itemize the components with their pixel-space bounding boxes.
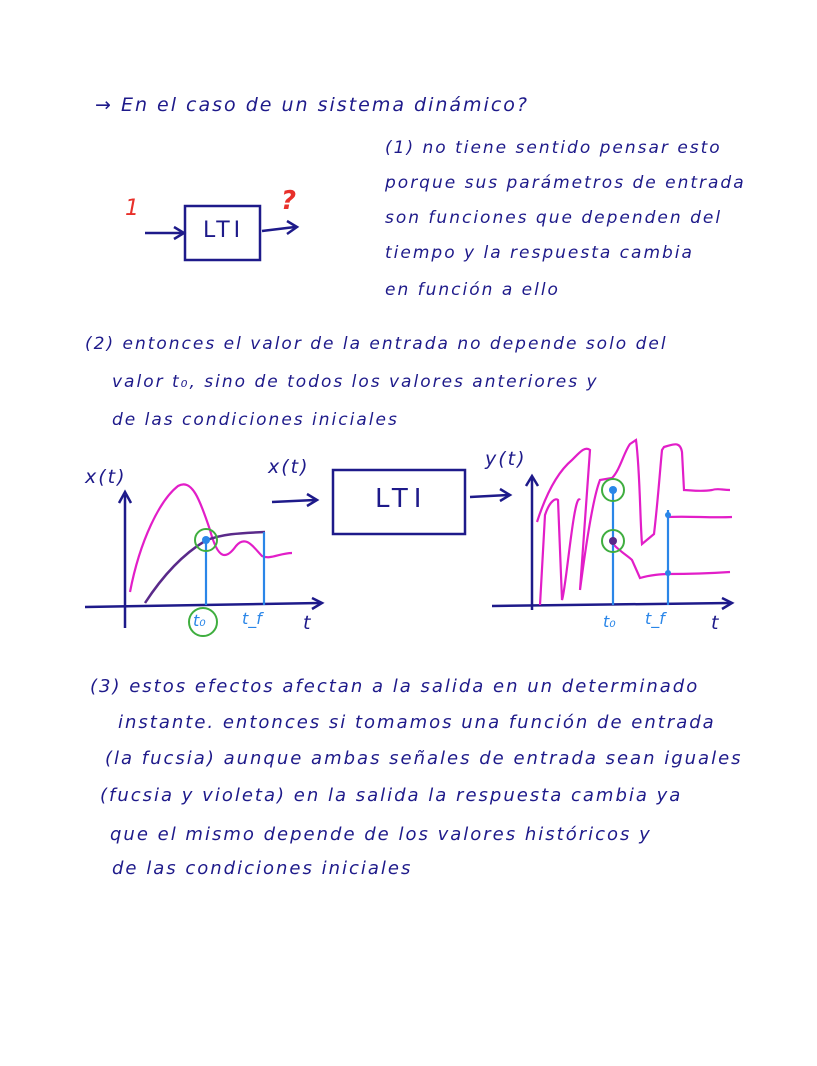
- point1-line-3: son funciones que dependen del: [385, 208, 723, 228]
- point1-line-1: (1) no tiene sentido pensar esto: [385, 138, 722, 158]
- lti-label: LTI: [375, 484, 428, 514]
- point2-line-2: valor t₀, sino de todos los valores anteriores y: [112, 372, 599, 392]
- left-x-axis: [85, 603, 320, 607]
- point2-line-3: de las condiciones iniciales: [112, 410, 399, 430]
- right-x-label: t: [711, 612, 721, 634]
- point1-line-2: porque sus parámetros de entrada: [385, 173, 746, 193]
- block-input-arrow: [272, 500, 315, 502]
- left-t0-point: [202, 536, 210, 544]
- right-magenta-output-2: [540, 499, 580, 605]
- point3-line-2: instante. entonces si tomamos una función de entrada: [118, 712, 716, 733]
- right-t0-tick: t₀: [603, 612, 616, 631]
- small-lti-label: LTI: [203, 218, 245, 243]
- point2-line-1: (2) entonces el valor de la entrada no depende solo del: [85, 334, 668, 354]
- block-input-label: x(t): [268, 456, 310, 478]
- right-magenta-output-3: [614, 545, 730, 578]
- right-tf-upper-point: [665, 512, 671, 518]
- right-magenta-output: [537, 440, 730, 590]
- block-output-arrow: [470, 495, 508, 497]
- left-t0-tick: t₀: [193, 611, 206, 630]
- right-x-axis: [492, 603, 730, 606]
- intro-line: → En el caso de un sistema dinámico?: [95, 94, 529, 116]
- point1-line-4: tiempo y la respuesta cambia: [385, 243, 694, 263]
- point3-line-6: de las condiciones iniciales: [112, 858, 413, 879]
- left-x-label: t: [303, 612, 313, 634]
- point3-line-3: (la fucsia) aunque ambas señales de entrada sean iguales: [105, 748, 743, 769]
- right-tf-tick: t_f: [645, 609, 665, 628]
- small-input-mark: 1: [125, 196, 141, 221]
- left-tf-tick: t_f: [242, 609, 262, 628]
- small-output-mark: ?: [281, 186, 299, 216]
- point3-line-4: (fucsia y violeta) en la salida la respuesta cambia ya: [100, 785, 683, 806]
- right-upper-point: [609, 486, 617, 494]
- point3-line-1: (3) estos efectos afectan a la salida en un determinado: [90, 676, 700, 697]
- right-tf-lower-point: [665, 570, 671, 576]
- left-y-label: x(t): [85, 466, 127, 488]
- right-lower-point: [609, 537, 617, 545]
- right-magenta-output-4: [668, 517, 732, 518]
- right-y-label: y(t): [485, 448, 527, 470]
- point3-line-5: que el mismo depende de los valores históricos y: [110, 824, 652, 845]
- point1-line-5: en función a ello: [385, 280, 560, 300]
